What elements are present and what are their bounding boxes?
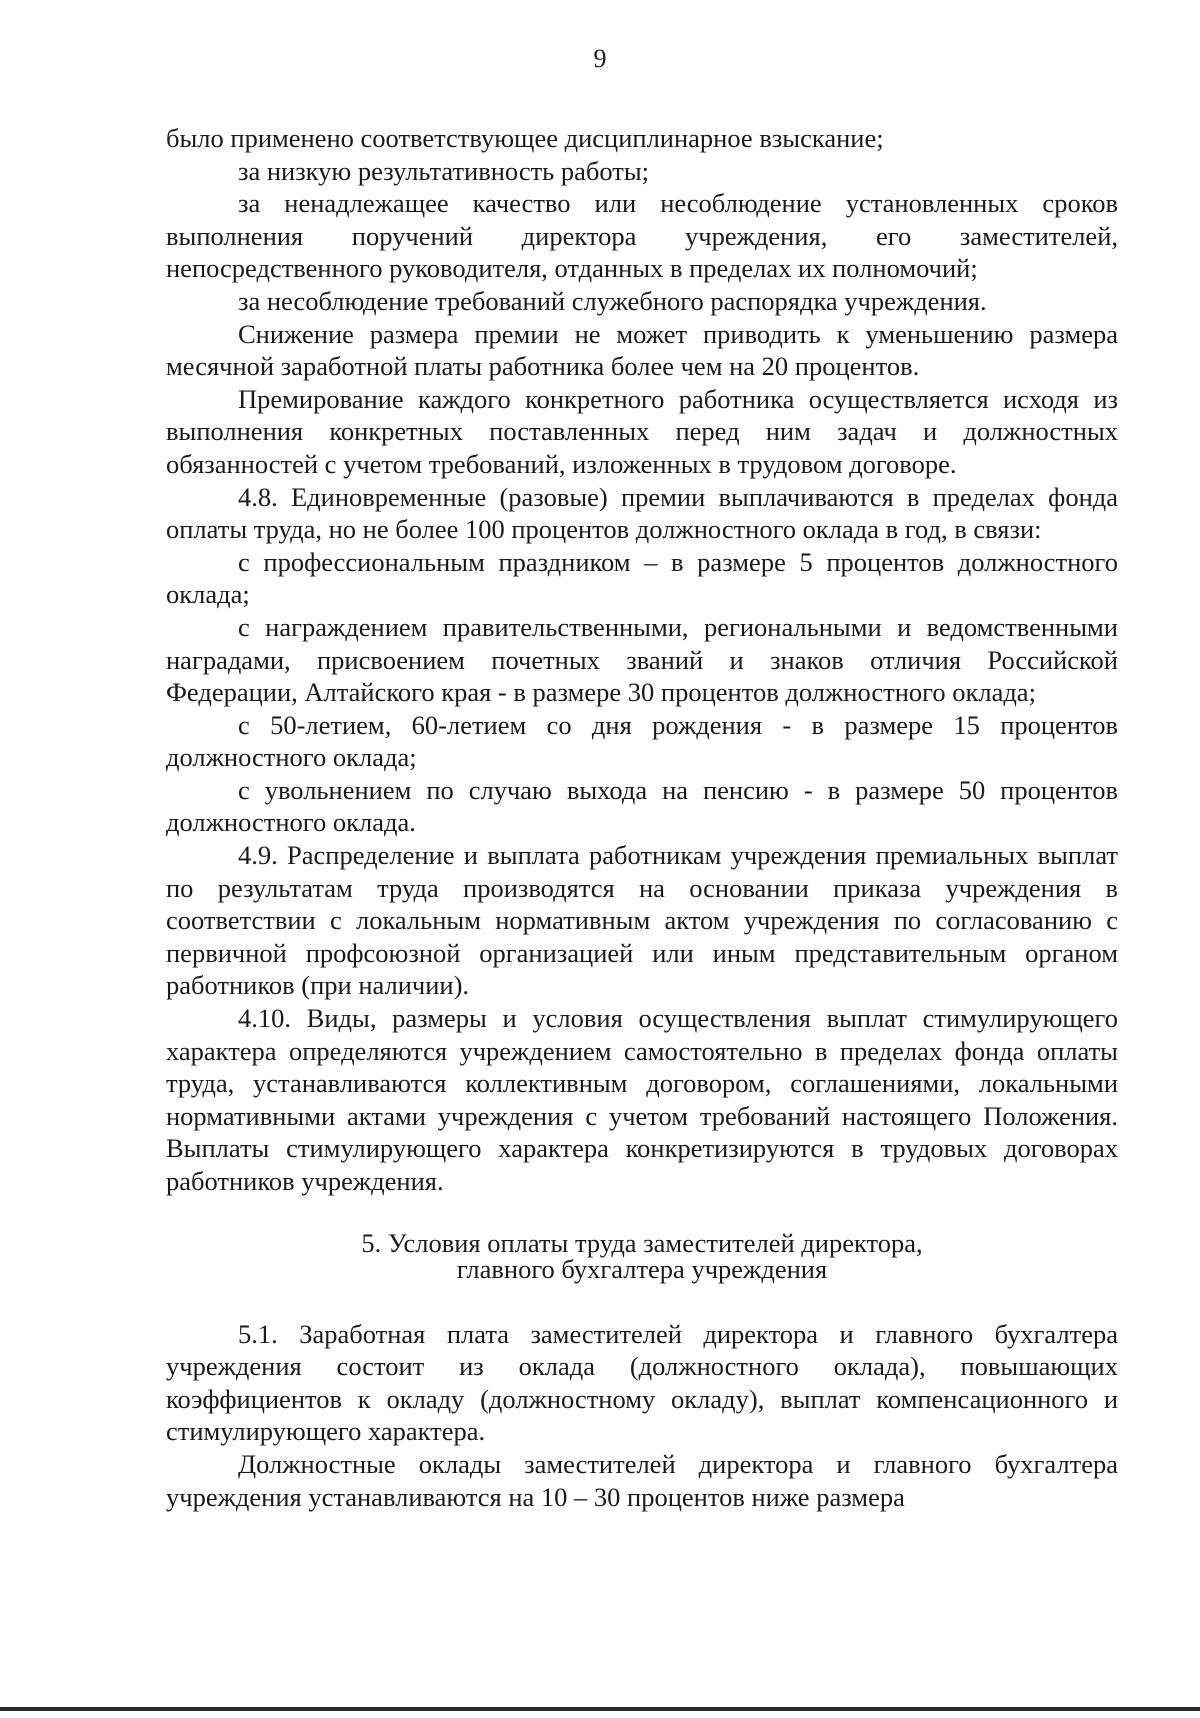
- page-number: 9: [593, 44, 607, 73]
- paragraph: с увольнением по случаю выхода на пенсию - в размере 50 процентов должностного оклада.: [166, 774, 1118, 838]
- paragraph: Премирование каждого конкретного работника осуществляется исходя из выполнения конкретных поставленных перед ним задач и должностных обязанностей с учетом требований, изложенных в трудовом договоре.: [166, 383, 1118, 479]
- paragraph: 4.9. Распределение и выплата работникам учреждения премиальных выплат по результатам труда производятся на основании приказа учреждения в соответствии с локальным нормативным актом учреждения по согласованию с первичной профсоюзной организацией или иным представительным органом работников (при наличии).: [166, 840, 1118, 1001]
- paragraph: за низкую результативность работы;: [238, 155, 650, 186]
- heading-line-2: главного бухгалтера учреждения: [456, 1253, 828, 1284]
- section-5-body: [166, 1318, 1118, 1514]
- paragraph: Должностные оклады заместителей директора и главного бухгалтера учреждения устанавливаются на 10 – 30 процентов ниже размера: [166, 1448, 1118, 1512]
- paragraph: Снижение размера премии не может приводить к уменьшению размера месячной заработной платы работника более чем на 20 процентов.: [166, 318, 1118, 382]
- paragraph: 5.1. Заработная плата заместителей директора и главного бухгалтера учреждения состоит из оклада (должностного оклада), повышающих коэффициентов к окладу (должностному окладу), выплат компенсационного и стимулирующего характера.: [166, 1318, 1118, 1447]
- section-5-heading: [166, 1227, 1118, 1284]
- paragraph: с 50-летием, 60-летием со дня рождения - в размере 15 процентов должностного оклада;: [166, 709, 1118, 773]
- paragraph: с награждением правительственными, региональными и ведомственными наградами, присвоением почетных званий и знаков отличия Российской Федерации, Алтайского края - в размере 30 процентов должностного оклада;: [166, 611, 1118, 708]
- paragraph: было применено соответствующее дисциплинарное взыскание;: [166, 123, 884, 153]
- paragraph: за ненадлежащее качество или несоблюдение установленных сроков выполнения поручений директора учреждения, его заместителей, непосредственного руководителя, отданных в пределах их полномочий;: [166, 188, 1118, 284]
- document-body: [166, 122, 1118, 1513]
- bottom-edge-line: [0, 1707, 1200, 1711]
- paragraph: за несоблюдение требований служебного распорядка учреждения.: [238, 285, 987, 316]
- paragraph: 4.10. Виды, размеры и условия осуществления выплат стимулирующего характера определяются учреждением самостоятельно в пределах фонда оплаты труда, устанавливаются коллективным договором, соглашениями, локальными нормативными актами учреждения с учетом требований настоящего Положения. Выплаты стимулирующего характера конкретизируются в трудовых договорах работников учреждения.: [166, 1003, 1118, 1196]
- section-4-continuation: [166, 122, 1118, 1198]
- paragraph: 4.8. Единовременные (разовые) премии выплачиваются в пределах фонда оплаты труда, но не более 100 процентов должностного оклада в год, в связи:: [166, 481, 1118, 545]
- paragraph: с профессиональным праздником – в размере 5 процентов должностного оклада;: [166, 546, 1118, 610]
- heading-line-1: 5. Условия оплаты труда заместителей директора,: [361, 1227, 923, 1258]
